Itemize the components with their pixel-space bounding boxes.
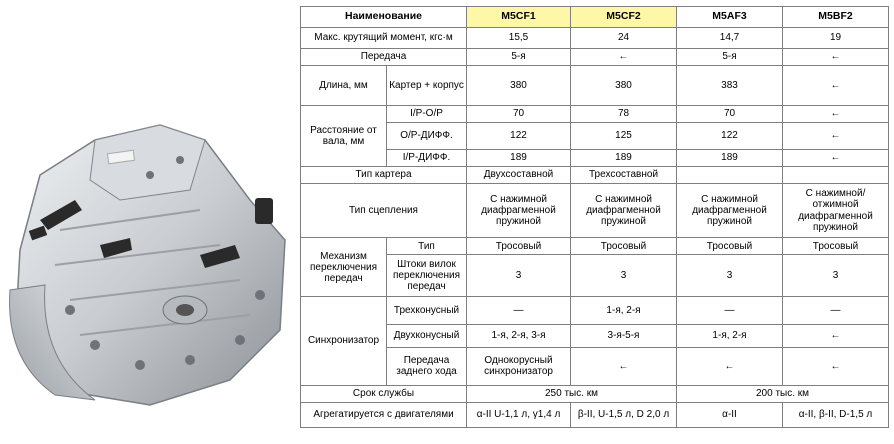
- sub-label: O/P-ДИФФ.: [387, 122, 467, 149]
- cell: 14,7: [677, 28, 783, 49]
- sensor-plug: [255, 198, 273, 224]
- gearbox-photo: [0, 80, 300, 410]
- row-engines: [301, 402, 889, 427]
- cell: 383: [677, 65, 783, 105]
- cell: С нажимной диафрагменной пружиной: [467, 183, 571, 238]
- sub-label: Штоки вилок переключения передач: [387, 255, 467, 297]
- cell: ←: [677, 347, 783, 385]
- header-m5bf2: M5BF2: [783, 7, 889, 28]
- cell: 3: [783, 255, 889, 297]
- cell: ←: [783, 122, 889, 149]
- cell: 70: [467, 105, 571, 122]
- cell: ←: [783, 49, 889, 66]
- cell: 5-я: [677, 49, 783, 66]
- cell: 15,5: [467, 28, 571, 49]
- sub-label: I/P-O/P: [387, 105, 467, 122]
- cell: α-II U-1,1 л, γ1,4 л: [467, 402, 571, 427]
- group-label: Расстояние от вала, мм: [301, 105, 387, 166]
- row-label: Макс. крутящий момент, кгс·м: [301, 28, 467, 49]
- row-shift-2: [301, 255, 889, 297]
- cell: [783, 166, 889, 183]
- cell: Двухсоставной: [467, 166, 571, 183]
- cell: 125: [571, 122, 677, 149]
- cell: С нажимной диафрагменной пружиной: [571, 183, 677, 238]
- group-label: Длина, мм: [301, 65, 387, 105]
- row-sync-2: [301, 324, 889, 347]
- cell: 189: [467, 150, 571, 167]
- cell: 78: [571, 105, 677, 122]
- cell: ←: [783, 324, 889, 347]
- cell: 250 тыс. км: [467, 385, 677, 402]
- sub-label: Трехконусный: [387, 297, 467, 324]
- row-label: Передача: [301, 49, 467, 66]
- cell: ←: [783, 347, 889, 385]
- cell: С нажимной диафрагменной пружиной: [677, 183, 783, 238]
- row-life: [301, 385, 889, 402]
- cell: —: [783, 297, 889, 324]
- cell: 19: [783, 28, 889, 49]
- sub-label: Двухконусный: [387, 324, 467, 347]
- cell: ←: [571, 49, 677, 66]
- cell: 1-я, 2-я: [571, 297, 677, 324]
- row-sync-3: [301, 347, 889, 385]
- cell: 3: [677, 255, 783, 297]
- row-label: Срок службы: [301, 385, 467, 402]
- cell: С нажимной/ отжимной диафрагменной пружиной: [783, 183, 889, 238]
- cell: Трехсоставной: [571, 166, 677, 183]
- header-m5cf2: M5CF2: [571, 7, 677, 28]
- cell: α-II, β-II, D-1,5 л: [783, 402, 889, 427]
- cell: 380: [467, 65, 571, 105]
- cell: ←: [571, 347, 677, 385]
- cell: 3: [571, 255, 677, 297]
- row-sync-1: [301, 297, 889, 324]
- cell: 380: [571, 65, 677, 105]
- cell: [677, 166, 783, 183]
- cell: 3-я-5-я: [571, 324, 677, 347]
- row-label: Тип сцепления: [301, 183, 467, 238]
- header-m5cf1: M5CF1: [467, 7, 571, 28]
- cell: 122: [677, 122, 783, 149]
- cell: 189: [677, 150, 783, 167]
- cell: 70: [677, 105, 783, 122]
- cell: ←: [783, 105, 889, 122]
- row-shift-1: [301, 238, 889, 255]
- cell: Тросовый: [783, 238, 889, 255]
- row-label: Тип картера: [301, 166, 467, 183]
- cell: 24: [571, 28, 677, 49]
- cell: 5-я: [467, 49, 571, 66]
- sub-label: Передача заднего хода: [387, 347, 467, 385]
- cell: —: [677, 297, 783, 324]
- cell: Однокорусный синхронизатор: [467, 347, 571, 385]
- gearbox-top-cover: [90, 125, 205, 200]
- cell: ←: [783, 150, 889, 167]
- row-dist-1: [301, 105, 889, 122]
- cell: —: [467, 297, 571, 324]
- cell: 1-я, 2-я: [677, 324, 783, 347]
- row-case: [301, 166, 889, 183]
- sub-label: I/P-ДИФФ.: [387, 150, 467, 167]
- cell: 3: [467, 255, 571, 297]
- group-label: Синхронизатор: [301, 297, 387, 385]
- cell: 200 тыс. км: [677, 385, 889, 402]
- row-dist-2: [301, 122, 889, 149]
- cell: 189: [571, 150, 677, 167]
- cell: Тросовый: [571, 238, 677, 255]
- sub-label: Картер + корпус: [387, 65, 467, 105]
- row-dist-3: [301, 150, 889, 167]
- cell: Тросовый: [677, 238, 783, 255]
- row-torque: [301, 28, 889, 49]
- cell: Тросовый: [467, 238, 571, 255]
- cell: α-II: [677, 402, 783, 427]
- cell: 1-я, 2-я, 3-я: [467, 324, 571, 347]
- header-m5af3: M5AF3: [677, 7, 783, 28]
- spec-table: [300, 6, 889, 428]
- cell: β-II, U-1,5 л, D 2,0 л: [571, 402, 677, 427]
- group-label: Механизм переключения передач: [301, 238, 387, 297]
- row-length: [301, 65, 889, 105]
- row-clutch: [301, 183, 889, 238]
- row-label: Агрегатируется с двигателями: [301, 402, 467, 427]
- header-name: Наименование: [301, 7, 467, 28]
- cell: 122: [467, 122, 571, 149]
- row-gear: [301, 49, 889, 66]
- cell: ←: [783, 65, 889, 105]
- sub-label: Тип: [387, 238, 467, 255]
